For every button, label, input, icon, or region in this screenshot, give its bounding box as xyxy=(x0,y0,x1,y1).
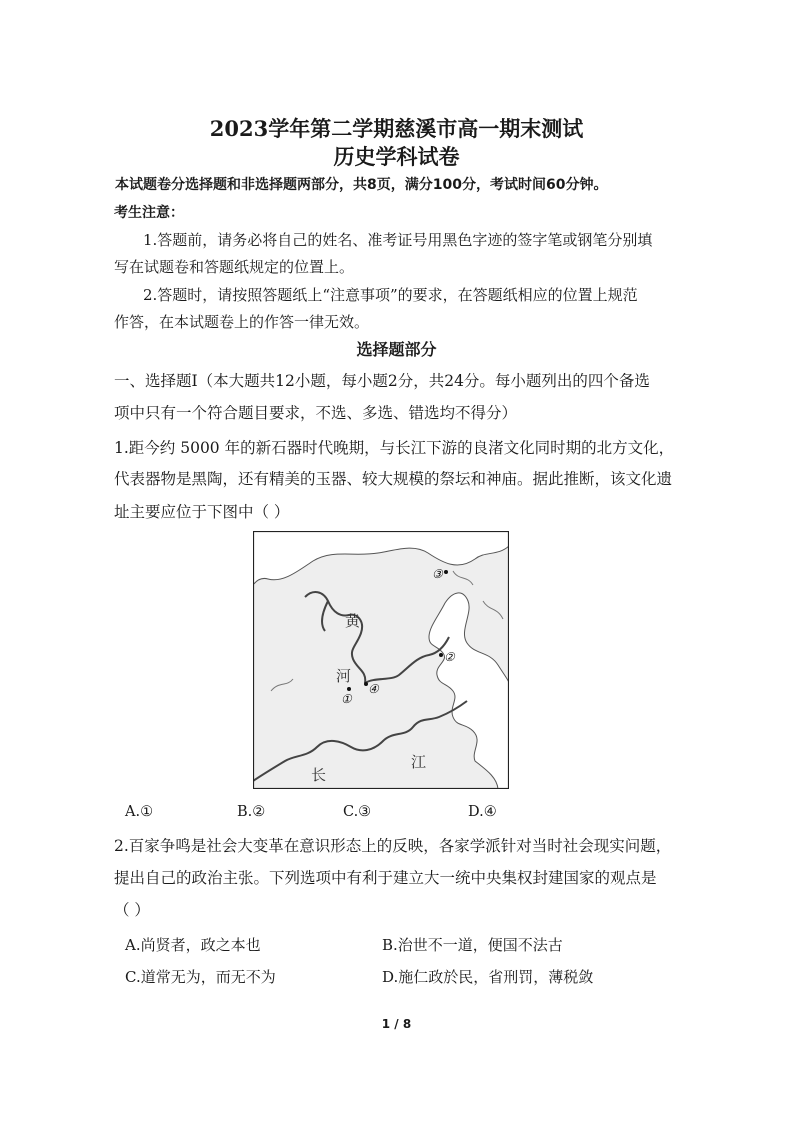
attention-item-1-line-2: 写在试题卷和答题纸规定的位置上。 xyxy=(114,258,355,276)
question-1-line-3: 址主要应位于下图中（ ） xyxy=(114,503,290,521)
question-2-line-1: 2.百家争鸣是社会大变革在意识形态上的反映，各家学派针对当时社会现实问题， xyxy=(114,837,672,855)
question-1-option-b: B.② xyxy=(237,804,266,820)
map-label-he: 河 xyxy=(336,667,352,685)
question-2-option-a: A.尚贤者，政之本也 xyxy=(125,936,261,954)
exam-note: 本试题卷分选择题和非选择题两部分，共8页，满分100分，考试时间60分钟。 xyxy=(115,177,608,193)
attention-item-2-line-2: 作答，在本试题卷上的作答一律无效。 xyxy=(114,313,370,331)
map-site-dot-3 xyxy=(444,570,448,574)
map-marker-3: ③ xyxy=(432,567,443,581)
map-site-dot-2 xyxy=(439,653,443,657)
question-1-map xyxy=(253,531,509,789)
question-2-option-b: B.治世不一道，便国不法古 xyxy=(382,936,563,954)
map-marker-1: ① xyxy=(341,692,352,706)
question-1-option-c: C.③ xyxy=(343,804,372,820)
attention-item-2-line-1: 2.答题时，请按照答题纸上“注意事项”的要求，在答题纸相应的位置上规范 xyxy=(143,286,638,304)
question-2-option-c: C.道常无为，而无不为 xyxy=(125,968,276,986)
section-instruction-line-1: 一、选择题Ⅰ（本大题共12小题，每小题2分，共24分。每小题列出的四个备选 xyxy=(114,372,650,390)
question-1-line-2: 代表器物是黑陶，还有精美的玉器、较大规模的祭坛和神庙。据此推断，该文化遗 xyxy=(114,470,673,488)
question-1-option-d: D.④ xyxy=(468,804,497,820)
map-marker-2: ② xyxy=(444,650,455,664)
question-2-line-2: 提出自己的政治主张。下列选项中有利于建立大一统中央集权封建国家的观点是 xyxy=(114,869,657,887)
section-title: 选择题部分 xyxy=(356,340,437,359)
page-number: 1 / 8 xyxy=(381,1017,412,1031)
exam-subtitle: 历史学科试卷 xyxy=(333,144,460,169)
question-1-line-1: 1.距今约 5000 年的新石器时代晚期，与长江下游的良渚文化同时期的北方文化， xyxy=(114,439,675,457)
map-label-jiang: 江 xyxy=(411,753,427,771)
map-site-dot-1 xyxy=(347,687,351,691)
map-label-chang: 长 xyxy=(311,766,327,784)
question-1-option-a: A.① xyxy=(125,804,154,820)
question-2-line-3: （ ） xyxy=(114,901,150,919)
attention-heading: 考生注意： xyxy=(114,205,184,221)
attention-item-1-line-1: 1.答题前，请务必将自己的姓名、准考证号用黑色字迹的签字笔或钢笔分别填 xyxy=(143,231,653,249)
map-label-huang: 黄 xyxy=(345,612,361,630)
section-instruction-line-2: 项中只有一个符合题目要求，不选、多选、错选均不得分） xyxy=(114,404,518,422)
map-marker-4: ④ xyxy=(368,682,379,696)
exam-title: 2023学年第二学期慈溪市高一期末测试 xyxy=(209,116,584,141)
question-2-option-d: D.施仁政於民，省刑罚，薄税敛 xyxy=(382,968,594,986)
